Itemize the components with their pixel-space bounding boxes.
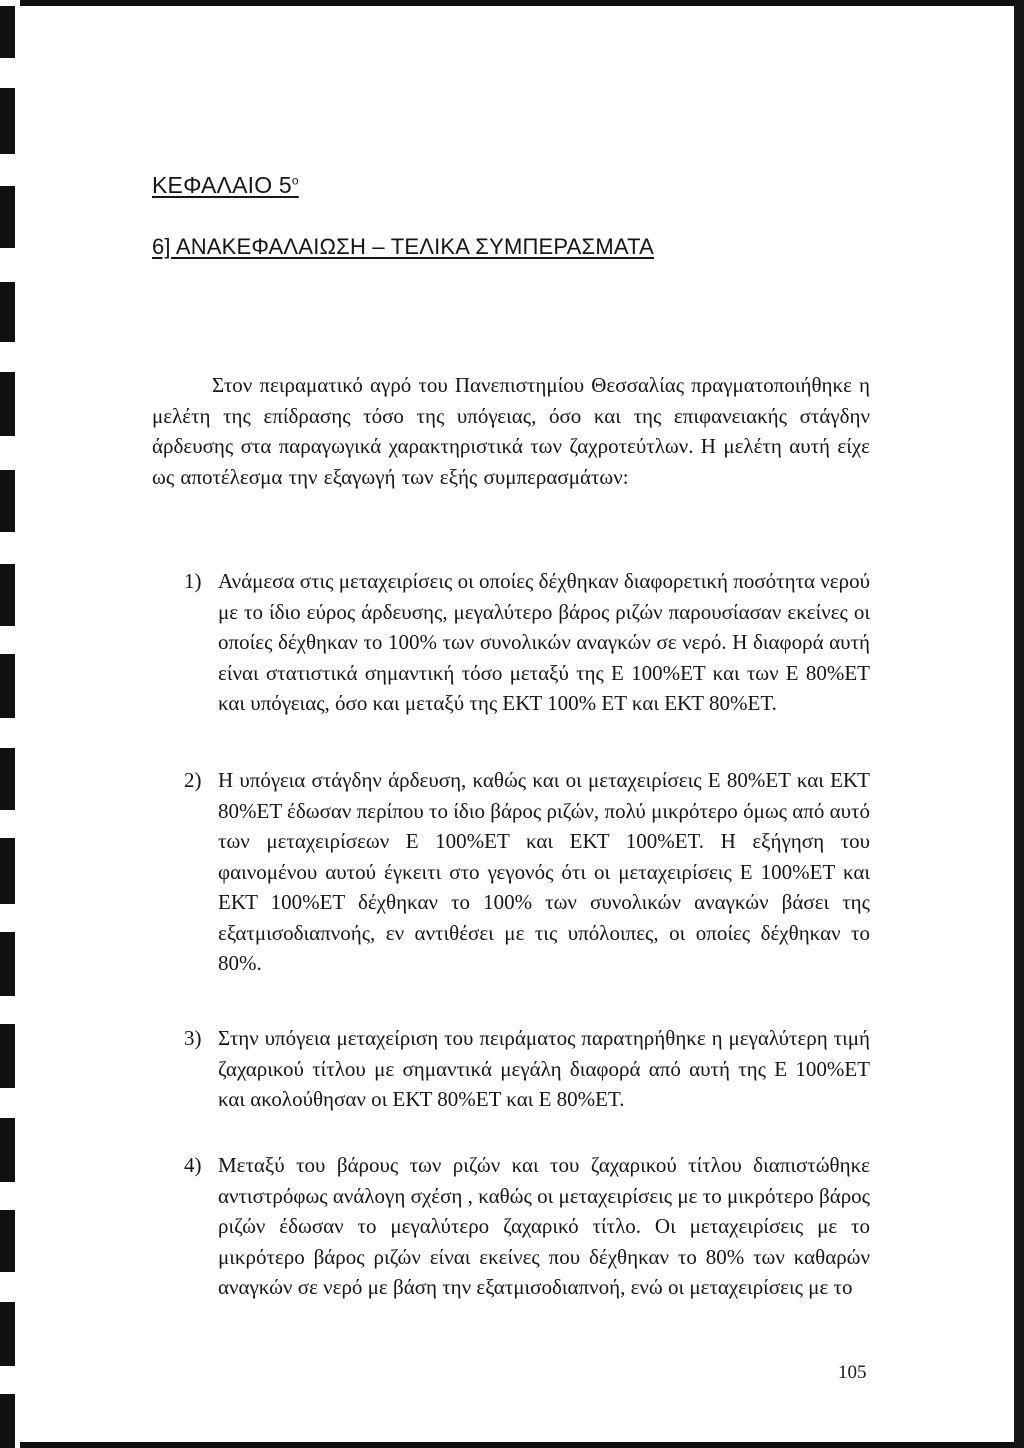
binding-mark [0,1118,15,1182]
binding-mark [0,88,15,154]
item-number: 1) [184,569,202,593]
item-text: Στην υπόγεια μεταχείριση του πειράματος παρατηρήθηκε η μεγαλύτερη τιμή ζαχαρικού τίτλου με σημαντικά μεγάλη διαφορά από αυτή της Ε 100%ΕΤ και ακολούθησαν οι ΕΚΤ 80%ΕΤ και Ε 80%ΕΤ. [218,1026,870,1111]
binding-mark [0,470,15,532]
binding-mark [0,1302,15,1366]
page-number: 105 [838,1362,867,1383]
scan-top-border [0,0,1024,6]
scan-bottom-border [0,1442,1024,1448]
binding-mark [0,6,15,58]
binding-mark [0,748,15,810]
binding-mark [0,838,15,904]
conclusion-item [184,1023,870,1115]
binding-mark [0,282,15,342]
binding-mark [0,1024,15,1088]
binding-mark [0,186,15,248]
chapter-superscript: ο [291,173,299,188]
item-text: Ανάμεσα στις μεταχειρίσεις οι οποίες δέχθηκαν διαφορετική ποσότητα νερού με το ίδιο εύρος άρδευσης, μεγαλύτερο βάρος ριζών παρουσίασαν εκείνες οι οποίες δέχθηκαν το 100% των συνολικών αναγκών σε νερό. Η διαφορά αυτή είναι στατιστικά σημαντική τόσο μεταξύ της Ε 100%ΕΤ και των Ε 80%ΕΤ και υπόγειας, όσο και μεταξύ της ΕΚΤ 100% ΕΤ και ΕΚΤ 80%ΕΤ. [218,569,870,715]
item-number: 4) [184,1153,202,1177]
item-text: Η υπόγεια στάγδην άρδευση, καθώς και οι μεταχειρίσεις Ε 80%ΕΤ και ΕΚΤ 80%ΕΤ έδωσαν περίπου το ίδιο βάρος ριζών, πολύ μικρότερο όμως από αυτό των μεταχειρίσεων Ε 100%ΕΤ και ΕΚΤ 100%ΕΤ. Η εξήγηση του φαινομένου αυτού έγκειτι στο γεγονός ότι οι μεταχειρίσεις Ε 100%ΕΤ και ΕΚΤ 100%ΕΤ δέχθηκαν το 100% των συνολικών αναγκών βάσει της εξατμισοδιαπνοής, εν αντιθέσει με τις υπόλοιπες, οι οποίες δέχθηκαν το 80%. [218,768,870,975]
item-number: 2) [184,768,202,792]
binding-mark [0,654,15,718]
binding-strip [0,0,20,1448]
item-text: Μεταξύ του βάρους των ριζών και του ζαχαρικού τίτλου διαπιστώθηκε αντιστρόφως ανάλογη σχέση , καθώς οι μεταχειρίσεις με το μικρότερο βάρος ριζών έδωσαν το μεγαλύτερο ζαχαρικό τίτλο. Οι μεταχειρίσεις με το μικρότερο βάρος ριζών είναι εκείνες που δέχθηκαν το 80% των καθαρών αναγκών σε νερό με βάση την εξατμισοδιαπνοή, ενώ οι μεταχειρίσεις με το [218,1153,870,1299]
section-title: 6] ΑΝΑΚΕΦΑΛΑΙΩΣΗ – ΤΕΛΙΚΑ ΣΥΜΠΕΡΑΣΜΑΤΑ [152,234,654,259]
scan-right-border [1014,0,1024,1448]
binding-mark [0,1394,15,1448]
binding-mark [0,564,15,626]
chapter-title [152,172,299,199]
intro-paragraph: Στον πειραματικό αγρό του Πανεπιστημίου Θεσσαλίας πραγματοποιήθηκε η μελέτη της επίδρασης τόσο της υπόγειας, όσο και της επιφανειακής στάγδην άρδευσης στα παραγωγικά χαρακτηριστικά των ζαχροτεύτλων. Η μελέτη αυτή είχε ως αποτέλεσμα την εξαγωγή των εξής συμπερασμάτων: [152,373,870,489]
conclusion-item [184,566,870,719]
binding-mark [0,372,15,436]
chapter-title-text: ΚΕΦΑΛΑΙΟ 5 [152,172,292,198]
binding-mark [0,1210,15,1272]
conclusion-item [184,765,870,979]
binding-mark [0,932,15,996]
item-number: 3) [184,1026,202,1050]
conclusion-item [184,1150,870,1303]
